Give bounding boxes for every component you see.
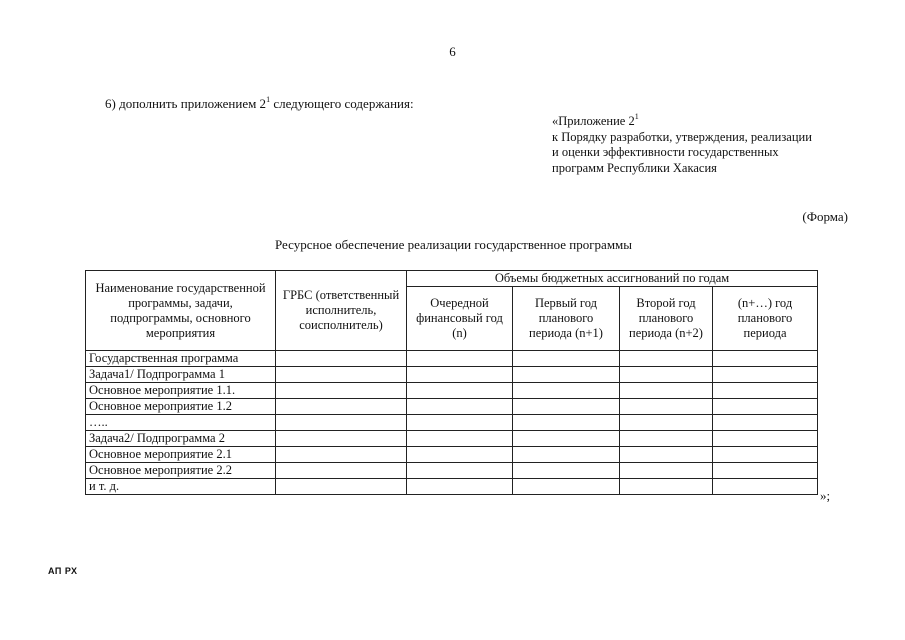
cell <box>713 367 818 383</box>
header-year-nplus: (n+…) год планового периода <box>713 287 818 351</box>
appendix-line: и оценки эффективности государственных <box>552 145 779 160</box>
appendix-header <box>552 114 812 176</box>
appendix-title <box>552 114 812 130</box>
cell <box>407 351 513 367</box>
cell <box>276 447 407 463</box>
cell <box>713 351 818 367</box>
closing-quote: »; <box>820 488 831 503</box>
table-row <box>86 399 818 415</box>
cell <box>713 479 818 495</box>
header-year-n: Очередной финансовый год (n) <box>407 287 513 351</box>
form-label: (Форма) <box>802 209 848 224</box>
row-label: Государственная программа <box>86 351 276 367</box>
cell <box>513 431 620 447</box>
cell <box>513 415 620 431</box>
appendix-title-text: «Приложение 2 <box>552 114 635 128</box>
row-label: Основное мероприятие 1.2 <box>86 399 276 415</box>
cell <box>407 415 513 431</box>
table-row <box>86 479 818 495</box>
instruction-superscript: 1 <box>266 95 271 104</box>
table-row <box>86 351 818 367</box>
header-grbs-column: ГРБС (ответственный исполнитель, соисполнитель) <box>276 271 407 351</box>
cell <box>407 383 513 399</box>
instruction-text: 6) дополнить приложением 2 <box>105 96 267 111</box>
cell <box>620 479 713 495</box>
cell <box>620 463 713 479</box>
cell <box>713 463 818 479</box>
amendment-instruction <box>105 96 414 112</box>
cell <box>276 399 407 415</box>
cell <box>713 447 818 463</box>
cell <box>513 367 620 383</box>
appendix-superscript: 1 <box>634 112 639 121</box>
page-number: 6 <box>449 44 456 59</box>
header-year-n2: Второй год планового периода (n+2) <box>620 287 713 351</box>
cell <box>276 463 407 479</box>
table-row <box>86 383 818 399</box>
appendix-line: к Порядку разработки, утверждения, реализации <box>552 129 812 144</box>
cell <box>276 351 407 367</box>
appendix-line: программ Республики Хакасия <box>552 160 717 175</box>
cell <box>713 383 818 399</box>
table-row <box>86 367 818 383</box>
cell <box>513 383 620 399</box>
row-label: ….. <box>86 415 276 431</box>
row-label: Основное мероприятие 2.1 <box>86 447 276 463</box>
row-label: Задача2/ Подпрограмма 2 <box>86 431 276 447</box>
cell <box>620 367 713 383</box>
cell <box>513 479 620 495</box>
cell <box>276 415 407 431</box>
cell <box>620 447 713 463</box>
header-year-n1: Первый год планового периода (n+1) <box>513 287 620 351</box>
row-label: Задача1/ Подпрограмма 1 <box>86 367 276 383</box>
table-title: Ресурсное обеспечение реализации государственное программы <box>275 237 633 252</box>
cell <box>276 431 407 447</box>
cell <box>713 415 818 431</box>
cell <box>513 447 620 463</box>
header-name-column: Наименование государственной программы, задачи, подпрограммы, основного мероприятия <box>86 271 276 351</box>
row-label: Основное мероприятие 2.2 <box>86 463 276 479</box>
table-row <box>86 415 818 431</box>
instruction-text-end: следующего содержания: <box>270 96 414 111</box>
row-label: Основное мероприятие 1.1. <box>86 383 276 399</box>
cell <box>407 479 513 495</box>
resource-table <box>85 270 818 495</box>
table-row <box>86 447 818 463</box>
cell <box>620 383 713 399</box>
cell <box>407 367 513 383</box>
cell <box>713 399 818 415</box>
table-row <box>86 463 818 479</box>
cell <box>407 463 513 479</box>
cell <box>276 479 407 495</box>
cell <box>620 399 713 415</box>
cell <box>407 431 513 447</box>
header-budget-group: Объемы бюджетных ассигнований по годам <box>407 271 818 287</box>
cell <box>276 367 407 383</box>
cell <box>513 351 620 367</box>
cell <box>713 431 818 447</box>
cell <box>407 447 513 463</box>
footer-mark: АП РХ <box>48 566 78 576</box>
row-label: и т. д. <box>86 479 276 495</box>
table-row <box>86 431 818 447</box>
cell <box>407 399 513 415</box>
cell <box>620 351 713 367</box>
cell <box>513 399 620 415</box>
cell <box>276 383 407 399</box>
cell <box>620 431 713 447</box>
cell <box>620 415 713 431</box>
cell <box>513 463 620 479</box>
